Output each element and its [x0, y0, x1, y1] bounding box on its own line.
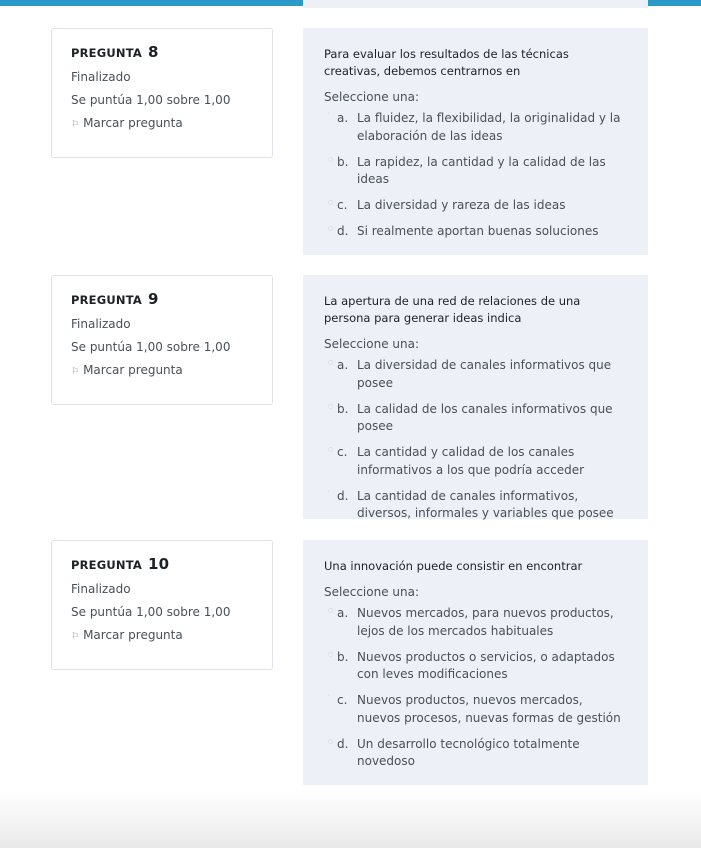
option-radio-icon: '	[328, 112, 330, 119]
option-radio-icon: ○	[328, 359, 334, 366]
option-text: La diversidad y rareza de las ideas	[357, 198, 566, 212]
flag-icon: ⚐	[71, 367, 80, 377]
answer-options	[324, 357, 628, 523]
flag-question-label: Marcar pregunta	[83, 628, 183, 642]
option-text: Si realmente aportan buenas soluciones	[357, 224, 599, 238]
option-text: La cantidad y calidad de los canales informativos a los que podría acceder	[357, 445, 585, 477]
answer-options	[324, 110, 628, 241]
question-heading	[71, 290, 253, 308]
question-label: PREGUNTA	[71, 293, 142, 307]
option-letter: b.	[337, 154, 349, 169]
question-label: PREGUNTA	[71, 558, 142, 572]
option-text: Nuevos productos o servicios, o adaptados con leves modificaciones	[357, 649, 615, 681]
question-number: 8	[148, 43, 159, 61]
answer-prompt: Seleccione una:	[324, 585, 419, 599]
question-content-9	[303, 275, 648, 519]
flag-question-link[interactable]	[71, 116, 253, 130]
question-heading	[71, 43, 253, 61]
answer-option-a[interactable]	[324, 110, 628, 145]
option-letter: c.	[337, 198, 348, 212]
answer-option-c[interactable]	[324, 197, 628, 215]
question-state: Finalizado	[71, 70, 131, 84]
flag-question-label: Marcar pregunta	[83, 363, 183, 377]
option-radio-icon: ○	[328, 650, 334, 658]
option-letter: d.	[337, 736, 349, 751]
answer-option-b[interactable]	[324, 154, 628, 189]
answer-options	[324, 605, 628, 771]
option-letter: a.	[337, 358, 349, 372]
flag-question-label: Marcar pregunta	[83, 116, 183, 130]
option-text: Nuevos productos, nuevos mercados, nuevos procesos, nuevas formas de gestión	[357, 693, 621, 725]
option-letter: a.	[337, 606, 349, 620]
option-text: Un desarrollo tecnológico totalmente novedoso	[357, 736, 580, 768]
answer-option-c[interactable]	[324, 692, 628, 727]
question-heading	[71, 555, 253, 573]
answer-option-d[interactable]	[324, 488, 628, 523]
question-text: La apertura de una red de relaciones de una persona para generar ideas indica	[324, 294, 581, 325]
question-grade: Se puntúa 1,00 sobre 1,00	[71, 340, 231, 354]
question-number: 9	[148, 290, 159, 308]
answer-prompt: Seleccione una:	[324, 337, 419, 351]
option-radio-icon: '	[328, 694, 330, 701]
answer-option-d[interactable]	[324, 223, 628, 241]
question-info-9	[51, 275, 273, 405]
option-letter: b.	[337, 401, 349, 416]
option-letter: b.	[337, 649, 349, 664]
question-info-10	[51, 540, 273, 670]
flag-question-link[interactable]	[71, 363, 253, 377]
question-text: Una innovación puede consistir en encontrar	[324, 559, 583, 573]
question-state: Finalizado	[71, 317, 131, 331]
option-radio-icon: ○	[328, 155, 334, 163]
option-text: La rapidez, la cantidad y la calidad de las ideas	[357, 154, 606, 186]
question-content-8	[303, 28, 648, 255]
question-content-10	[303, 540, 648, 785]
flag-question-link[interactable]	[71, 628, 253, 642]
option-letter: d.	[337, 224, 349, 238]
option-radio-icon: ○	[328, 607, 334, 614]
option-letter: c.	[337, 693, 348, 707]
option-radio-icon: ○	[328, 446, 334, 453]
flag-icon: ⚐	[71, 120, 80, 130]
option-radio-icon: ○	[328, 402, 334, 410]
option-radio-icon: '	[328, 489, 330, 497]
question-label: PREGUNTA	[71, 46, 142, 60]
question-grade: Se puntúa 1,00 sobre 1,00	[71, 605, 231, 619]
option-radio-icon: ○	[328, 737, 334, 745]
option-radio-icon: ○	[328, 199, 334, 206]
answer-option-b[interactable]	[324, 649, 628, 684]
answer-option-b[interactable]	[324, 401, 628, 436]
question-state: Finalizado	[71, 582, 131, 596]
answer-option-a[interactable]	[324, 357, 628, 392]
answer-prompt: Seleccione una:	[324, 90, 419, 104]
option-letter: c.	[337, 445, 348, 459]
option-text: Nuevos mercados, para nuevos productos, lejos de los mercados habituales	[357, 606, 614, 638]
question-grade: Se puntúa 1,00 sobre 1,00	[71, 93, 231, 107]
answer-option-c[interactable]	[324, 444, 628, 479]
option-text: La calidad de los canales informativos que posee	[357, 401, 613, 433]
question-info-8	[51, 28, 273, 158]
question-text: Para evaluar los resultados de las técnicas creativas, debemos centrarnos en	[324, 47, 569, 78]
question-number: 10	[148, 555, 170, 573]
page-bottom-fade	[0, 790, 701, 848]
previous-question-content-edge	[303, 0, 648, 8]
option-letter: a.	[337, 111, 349, 125]
option-text: La fluidez, la flexibilidad, la originalidad y la elaboración de las ideas	[357, 111, 621, 143]
option-text: La diversidad de canales informativos que posee	[357, 358, 612, 390]
option-radio-icon: ○	[328, 225, 334, 232]
answer-option-d[interactable]	[324, 736, 628, 771]
flag-icon: ⚐	[71, 632, 80, 642]
option-text: La cantidad de canales informativos, diversos, informales y variables que posee	[357, 488, 614, 520]
answer-option-a[interactable]	[324, 605, 628, 640]
option-letter: d.	[337, 488, 349, 503]
